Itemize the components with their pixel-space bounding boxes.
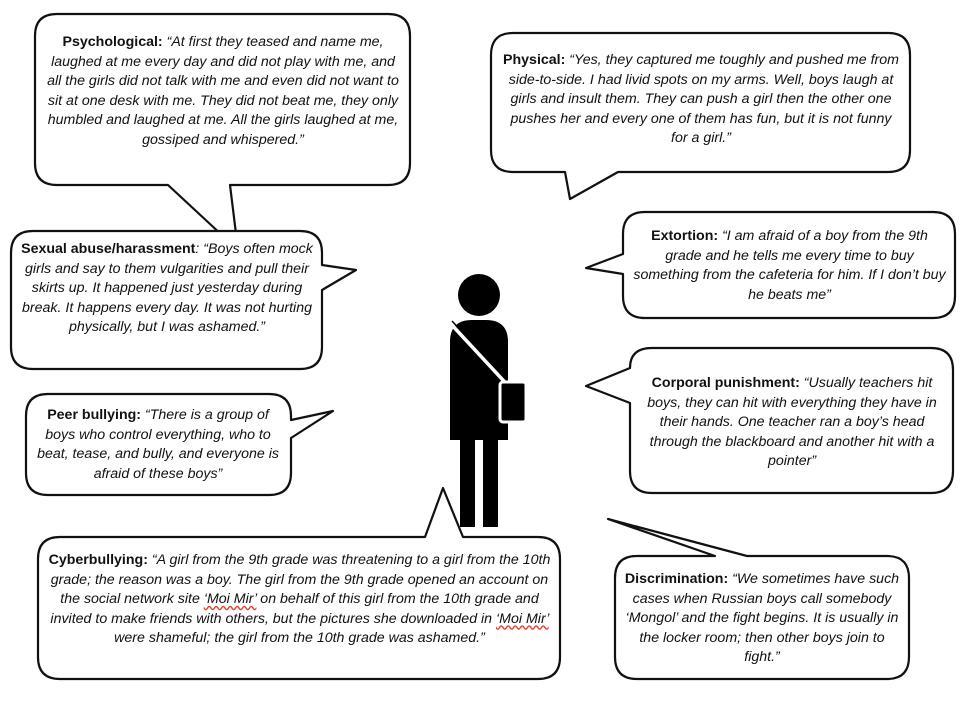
peer-text: [35, 406, 281, 484]
extortion-quote: “I am afraid of a boy from the 9th grade and he tells me every time to buy something from the cafeteria for him. If I don’t buy he beats me”: [633, 228, 946, 303]
cyber-label: Cyberbullying:: [48, 552, 148, 568]
moi-mir-term-2: ‘Moi Mir’: [496, 610, 549, 627]
discrimination-label: Discrimination:: [624, 571, 729, 587]
student-person-icon: [450, 274, 526, 527]
psychological-label: Psychological:: [62, 34, 163, 50]
discrimination-text: [624, 570, 900, 668]
extortion-label: Extortion:: [651, 228, 719, 244]
corporal-quote: “Usually teachers hit boys, they can hit with everything they have in their hands. One teacher ran a boy’s head through the blackboard and another hit with a pointer”: [647, 375, 937, 470]
cyber-quote-1: “A girl from the 9th grade was threatening to a girl from the 10th grade; the reason was a boy. The girl from the 9th grade opened an account on the social network site: [50, 552, 551, 608]
cyber-quote-2: on behalf of this girl from the 10th grade and invited to make friends with others, but the pictures she downloaded in: [50, 591, 539, 627]
psychological-text: [47, 33, 399, 151]
peer-quote: “There is a group of boys who control everything, who to beat, tease, and bully, and everyone is afraid of these boys”: [37, 407, 279, 482]
physical-quote: “Yes, they captured me toughly and pushed me from side-to-side. I had livid spots on my arms. Well, boys laugh at girls and insult them. They can push a girl then the other one pushes her and every one of them has fun, but it is not funny for a girl.”: [508, 52, 899, 147]
cyber-text: [48, 551, 551, 649]
physical-label: Physical:: [503, 52, 566, 68]
corporal-label: Corporal punishment:: [651, 375, 800, 391]
peer-label: Peer bullying:: [47, 407, 142, 423]
sexual-quote: : “Boys often mock girls and say to them vulgarities and pull their skirts up. It happened just yesterday during break. It happens every day. It was not hurting physically, but I was ashamed.”: [22, 241, 313, 336]
corporal-text: [639, 374, 945, 472]
moi-mir-term-1: ‘Moi Mir’: [203, 591, 257, 608]
sexual-text: [20, 240, 314, 338]
extortion-text: [633, 227, 946, 305]
psychological-quote: “At first they teased and name me, laughed at me every day and did not play with me, and all the girls did not talk with me and even did not want to sit at one desk with me. They did not beat me, they only humbled and laughed at me. All the girls laughed at me, gossiped and whispered.”: [47, 34, 399, 148]
cyber-quote-3: were shameful; the girl from the 10th grade was ashamed.”: [114, 630, 485, 647]
physical-text: [501, 51, 901, 149]
discrimination-quote: “We sometimes have such cases when Russian boys call somebody ‘Mongol’ and the fight begins. It is usually in the locker room; then other boys join to fight.”: [625, 571, 900, 666]
sexual-label: Sexual abuse/harassment: [21, 241, 196, 257]
